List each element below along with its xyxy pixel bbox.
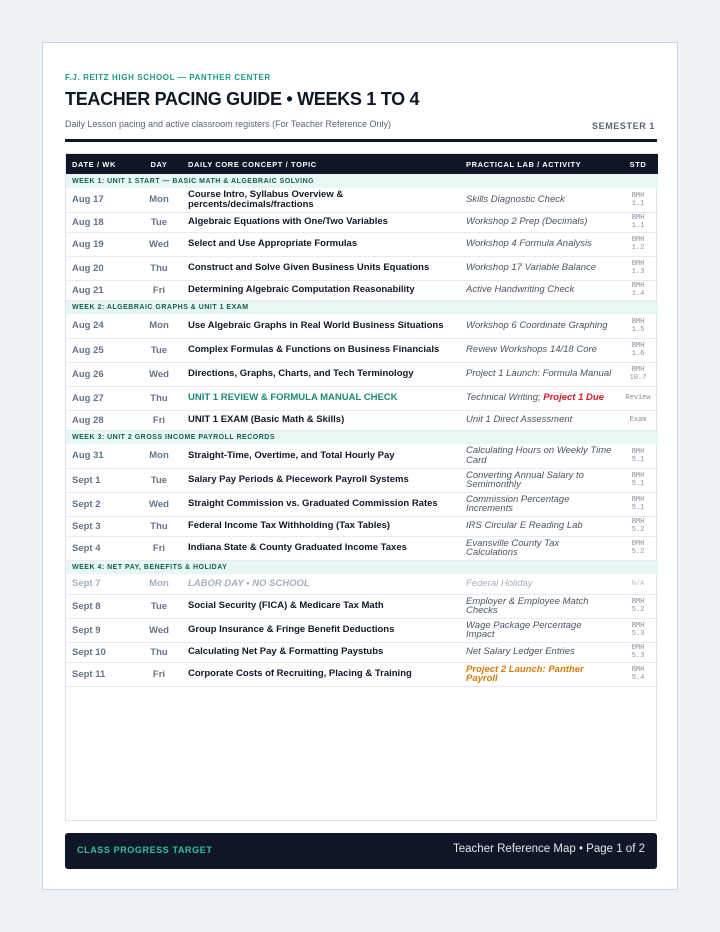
table-row xyxy=(66,212,658,232)
std-cell: BMH 5.1 xyxy=(618,468,658,492)
date-cell: Sept 1 xyxy=(66,468,136,492)
section-title: WEEK 1: UNIT 1 START — BASIC MATH & ALGEBRAIC SOLVING xyxy=(66,174,658,188)
footer-bar xyxy=(65,833,657,869)
std-cell: BMH 1.6 xyxy=(618,338,658,362)
section-header-week-1 xyxy=(66,174,658,188)
day-cell: Fri xyxy=(136,410,182,430)
date-cell: Aug 24 xyxy=(66,314,136,338)
date-cell: Aug 26 xyxy=(66,362,136,386)
lab-cell: IRS Circular E Reading Lab xyxy=(460,516,618,536)
table-row-holiday xyxy=(66,574,658,594)
topic-cell: Determining Algebraic Computation Reasonability xyxy=(182,280,460,300)
date-cell: Sept 8 xyxy=(66,594,136,618)
table-row xyxy=(66,338,658,362)
day-cell: Thu xyxy=(136,642,182,662)
table-row xyxy=(66,468,658,492)
table-row xyxy=(66,386,658,410)
column-header-topic: DAILY CORE CONCEPT / TOPIC xyxy=(188,159,317,169)
day-cell: Mon xyxy=(136,314,182,338)
date-cell: Aug 18 xyxy=(66,212,136,232)
lab-cell: Calculating Hours on Weekly Time Card xyxy=(460,444,618,468)
lab-cell: Skills Diagnostic Check xyxy=(460,188,618,212)
school-name: F.J. REITZ HIGH SCHOOL — PANTHER CENTER xyxy=(65,73,271,82)
document-page xyxy=(42,42,678,890)
day-cell: Wed xyxy=(136,492,182,516)
date-cell: Aug 28 xyxy=(66,410,136,430)
table-row xyxy=(66,444,658,468)
date-cell: Aug 31 xyxy=(66,444,136,468)
section-header-week-3 xyxy=(66,430,658,444)
lab-cell: Workshop 4 Formula Analysis xyxy=(460,232,618,256)
topic-cell: Use Algebraic Graphs in Real World Business Situations xyxy=(182,314,460,338)
day-cell: Thu xyxy=(136,256,182,280)
lab-cell: Net Salary Ledger Entries xyxy=(460,642,618,662)
day-cell: Fri xyxy=(136,280,182,300)
footer-page-info: Teacher Reference Map • Page 1 of 2 xyxy=(453,843,645,855)
topic-cell: Construct and Solve Given Business Units Equations xyxy=(182,256,460,280)
day-cell: Fri xyxy=(136,662,182,686)
date-cell: Sept 7 xyxy=(66,574,136,594)
lab-cell: Wage Package Percentage Impact xyxy=(460,618,618,642)
topic-cell: Directions, Graphs, Charts, and Tech Terminology xyxy=(182,362,460,386)
table-row xyxy=(66,314,658,338)
topic-cell: Group Insurance & Fringe Benefit Deductions xyxy=(182,618,460,642)
std-cell: BMH 1.2 xyxy=(618,232,658,256)
table-row xyxy=(66,662,658,686)
topic-cell: Corporate Costs of Recruiting, Placing & Training xyxy=(182,662,460,686)
section-title: WEEK 2: ALGEBRAIC GRAPHS & UNIT 1 EXAM xyxy=(66,300,658,314)
table-row xyxy=(66,594,658,618)
lab-cell: Project 1 Launch: Formula Manual xyxy=(460,362,618,386)
date-cell: Sept 10 xyxy=(66,642,136,662)
std-cell: BMH 5.3 xyxy=(618,618,658,642)
topic-cell: LABOR DAY • NO SCHOOL xyxy=(182,574,460,594)
topic-cell: Select and Use Appropriate Formulas xyxy=(182,232,460,256)
lab-cell: Workshop 6 Coordinate Graphing xyxy=(460,314,618,338)
topic-cell: UNIT 1 EXAM (Basic Math & Skills) xyxy=(182,410,460,430)
day-cell: Tue xyxy=(136,338,182,362)
semester-label: SEMESTER 1 xyxy=(591,121,655,131)
table-row xyxy=(66,280,658,300)
topic-cell: Course Intro, Syllabus Overview & percents/decimals/fractions xyxy=(182,188,460,212)
topic-cell: Straight-Time, Overtime, and Total Hourly Pay xyxy=(182,444,460,468)
table-row xyxy=(66,188,658,212)
lab-text: Technical Writing; xyxy=(466,392,541,404)
day-cell: Mon xyxy=(136,444,182,468)
date-cell: Aug 25 xyxy=(66,338,136,362)
table-row xyxy=(66,232,658,256)
topic-cell: Federal Income Tax Withholding (Tax Tables) xyxy=(182,516,460,536)
lab-cell: Unit 1 Direct Assessment xyxy=(460,410,618,430)
lab-cell: Project 2 Launch: Panther Payroll xyxy=(460,662,618,686)
day-cell: Wed xyxy=(136,618,182,642)
title-rule xyxy=(65,139,657,142)
date-cell: Aug 19 xyxy=(66,232,136,256)
day-cell: Thu xyxy=(136,516,182,536)
lab-cell: Review Workshops 14/18 Core xyxy=(460,338,618,362)
section-title: WEEK 3: UNIT 2 GROSS INCOME PAYROLL RECORDS xyxy=(66,430,658,444)
topic-cell: Social Security (FICA) & Medicare Tax Math xyxy=(182,594,460,618)
day-cell: Thu xyxy=(136,386,182,410)
page-subtitle: Daily Lesson pacing and active classroom registers (For Teacher Reference Only) xyxy=(65,119,391,129)
date-cell: Aug 21 xyxy=(66,280,136,300)
date-cell: Aug 20 xyxy=(66,256,136,280)
table-row xyxy=(66,256,658,280)
std-cell: BMH 5.2 xyxy=(618,594,658,618)
day-cell: Tue xyxy=(136,468,182,492)
topic-cell: Complex Formulas & Functions on Business Financials xyxy=(182,338,460,362)
topic-cell: UNIT 1 REVIEW & FORMULA MANUAL CHECK xyxy=(182,386,460,410)
table-row xyxy=(66,362,658,386)
std-cell: Exam xyxy=(618,410,658,430)
std-cell: BMH 5.1 xyxy=(618,444,658,468)
page-title: TEACHER PACING GUIDE • WEEKS 1 TO 4 xyxy=(65,89,420,109)
table-row xyxy=(66,642,658,662)
day-cell: Fri xyxy=(136,536,182,560)
std-cell: BMH 10.7 xyxy=(618,362,658,386)
column-header-std: STD xyxy=(629,159,647,169)
table-row xyxy=(66,410,658,430)
section-header-week-2 xyxy=(66,300,658,314)
std-cell: BMH 5.3 xyxy=(618,642,658,662)
std-cell: N/A xyxy=(618,574,658,594)
lab-cell: Employer & Employee Match Checks xyxy=(460,594,618,618)
footer-progress-label: CLASS PROGRESS TARGET xyxy=(77,845,213,855)
date-cell: Sept 3 xyxy=(66,516,136,536)
day-cell: Tue xyxy=(136,594,182,618)
date-cell: Sept 9 xyxy=(66,618,136,642)
lab-cell: Evansville County Tax Calculations xyxy=(460,536,618,560)
std-cell: BMH 1.1 xyxy=(618,212,658,232)
lab-cell: Workshop 2 Prep (Decimals) xyxy=(460,212,618,232)
date-cell: Sept 11 xyxy=(66,662,136,686)
std-cell: BMH 1.4 xyxy=(618,280,658,300)
section-header-week-4 xyxy=(66,560,658,574)
due-label: Project 1 Due xyxy=(543,392,604,404)
topic-cell: Salary Pay Periods & Piecework Payroll Systems xyxy=(182,468,460,492)
lab-cell: Federal Holiday xyxy=(460,574,618,594)
topic-cell: Algebraic Equations with One/Two Variables xyxy=(182,212,460,232)
pacing-table-container xyxy=(65,153,657,821)
day-cell: Wed xyxy=(136,232,182,256)
lab-cell: Active Handwriting Check xyxy=(460,280,618,300)
table-row xyxy=(66,536,658,560)
std-cell: BMH 5.2 xyxy=(618,536,658,560)
column-header-lab: PRACTICAL LAB / ACTIVITY xyxy=(466,159,582,169)
std-cell: BMH 5.2 xyxy=(618,516,658,536)
std-cell: BMH 5.4 xyxy=(618,662,658,686)
std-cell: BMH 1.3 xyxy=(618,256,658,280)
topic-cell: Indiana State & County Graduated Income Taxes xyxy=(182,536,460,560)
section-title: WEEK 4: NET PAY, BENEFITS & HOLIDAY xyxy=(66,560,658,574)
table-row xyxy=(66,516,658,536)
day-cell: Mon xyxy=(136,188,182,212)
lab-cell: Converting Annual Salary to Semimonthly xyxy=(460,468,618,492)
std-cell: Review xyxy=(618,386,658,410)
column-header-day: DAY xyxy=(150,159,168,169)
lab-cell: Workshop 17 Variable Balance xyxy=(460,256,618,280)
date-cell: Sept 4 xyxy=(66,536,136,560)
date-cell: Aug 27 xyxy=(66,386,136,410)
date-cell: Sept 2 xyxy=(66,492,136,516)
day-cell: Wed xyxy=(136,362,182,386)
std-cell: BMH 1.5 xyxy=(618,314,658,338)
table-row xyxy=(66,492,658,516)
pacing-table xyxy=(66,154,658,687)
column-header-date: DATE / WK xyxy=(72,159,117,169)
topic-cell: Straight Commission vs. Graduated Commission Rates xyxy=(182,492,460,516)
day-cell: Mon xyxy=(136,574,182,594)
lab-cell: Commission Percentage Increments xyxy=(460,492,618,516)
table-row xyxy=(66,618,658,642)
table-header-row xyxy=(66,154,658,174)
day-cell: Tue xyxy=(136,212,182,232)
date-cell: Aug 17 xyxy=(66,188,136,212)
lab-cell xyxy=(460,386,618,410)
topic-cell: Calculating Net Pay & Formatting Paystubs xyxy=(182,642,460,662)
std-cell: BMH 1.1 xyxy=(618,188,658,212)
std-cell: BMH 5.1 xyxy=(618,492,658,516)
